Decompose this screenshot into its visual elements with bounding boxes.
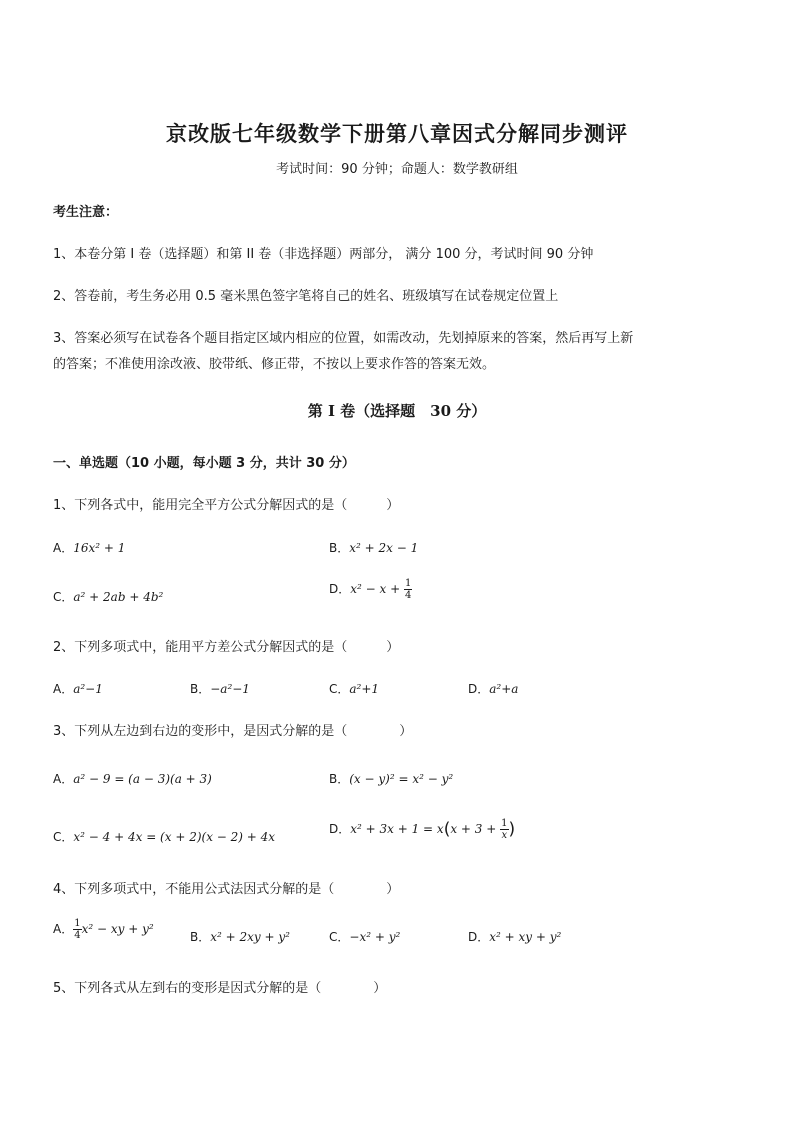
part-heading: 一、单选题（10 小题，每小题 3 分，共计 30 分） [53,456,355,471]
notice-item-2: 2、答卷前，考生务必用 0.5 毫米黑色签字笔将自己的姓名、班级填写在试卷规定位置上 [53,289,559,304]
option-expression: 16x² + 1 [73,541,126,555]
option-label: D． [329,822,351,836]
q3-option-c [53,828,275,845]
notice-heading: 考生注意： [53,205,119,220]
option-expression: a² − 9 = (a − 3)(a + 3) [73,772,212,786]
option-expression: (x − y)² = x² − y² [349,772,454,786]
question-2-stem: 2、下列多项式中，能用平方差公式分解因式的是（ ） [53,640,400,655]
option-expression: a² + 2ab + 4b² [73,590,164,604]
right-paren: ) [508,819,516,840]
fraction: $\frac{1}{4}$ [404,578,412,601]
option-label: B． [190,930,211,944]
option-label: A． [53,541,74,555]
q1-option-b [329,539,418,556]
option-label: C． [53,830,74,844]
q2-option-d [468,680,518,697]
option-label: C． [53,590,74,604]
exam-info: 考试时间：90 分钟；命题人：数学教研组 [276,162,518,177]
q1-option-c [53,588,163,605]
document-title: 京改版七年级数学下册第八章因式分解同步测评 [166,121,628,146]
option-expression: x² + 3x + 1 = x [350,822,444,836]
question-3-stem: 3、下列从左边到右边的变形中，是因式分解的是（ ） [53,724,413,739]
option-label: D． [468,930,490,944]
option-label: A． [53,922,74,936]
option-label: B． [329,541,350,555]
fraction: $\frac{1}{x}$ [501,818,508,841]
notice-item-1: 1、本卷分第 I 卷（选择题）和第 II 卷（非选择题）两部分， 满分 100 分，考试时间 90 分钟 [53,247,594,262]
notice-item-3-cont: 的答案；不准使用涂改液、胶带纸、修正带，不按以上要求作答的答案无效。 [53,357,496,372]
option-label: B． [329,772,350,786]
option-expression: a²+a [489,682,519,696]
q1-option-d [329,578,412,601]
q4-option-b [190,928,290,945]
q3-option-a [53,770,212,787]
question-4-stem: 4、下列多项式中，不能用公式法因式分解的是（ ） [53,882,400,897]
option-label: C． [329,930,350,944]
q1-option-a [53,539,125,556]
q4-option-d [468,928,561,945]
option-expression: a²+1 [349,682,380,696]
q3-option-b [329,770,453,787]
option-expression: x² + xy + y² [489,930,562,944]
fraction: $\frac{1}{4}$ [74,918,81,941]
option-expression-inner: x + 3 + [450,822,497,836]
option-expression: x² − x + [350,582,401,596]
option-label: A． [53,772,74,786]
q2-option-b [190,680,250,697]
left-paren: ( [443,819,451,840]
option-expression: x² + 2x − 1 [349,541,419,555]
option-expression: x² + 2xy + y² [210,930,290,944]
option-label: B． [190,682,211,696]
option-label: D． [468,682,490,696]
option-label: A． [53,682,74,696]
option-label: D． [329,582,351,596]
q4-option-c [329,928,400,945]
option-expression: x² − xy + y² [81,922,154,936]
q4-option-a [53,918,154,941]
q3-option-d [329,818,515,841]
q2-option-c [329,680,379,697]
question-5-stem: 5、下列各式从左到右的变形是因式分解的是（ ） [53,981,387,996]
option-expression: −a²−1 [210,682,250,696]
option-expression: x² − 4 + 4x = (x + 2)(x − 2) + 4x [73,830,276,844]
question-1-stem: 1、下列各式中，能用完全平方公式分解因式的是（ ） [53,498,400,513]
section-title: 第 I 卷（选择题 30 分） [307,402,487,420]
option-label: C． [329,682,350,696]
notice-item-3: 3、答案必须写在试卷各个题目指定区域内相应的位置，如需改动，先划掉原来的答案，然后再写上新 [53,331,634,346]
q2-option-a [53,680,103,697]
option-expression: −x² + y² [349,930,401,944]
option-expression: a²−1 [73,682,103,696]
